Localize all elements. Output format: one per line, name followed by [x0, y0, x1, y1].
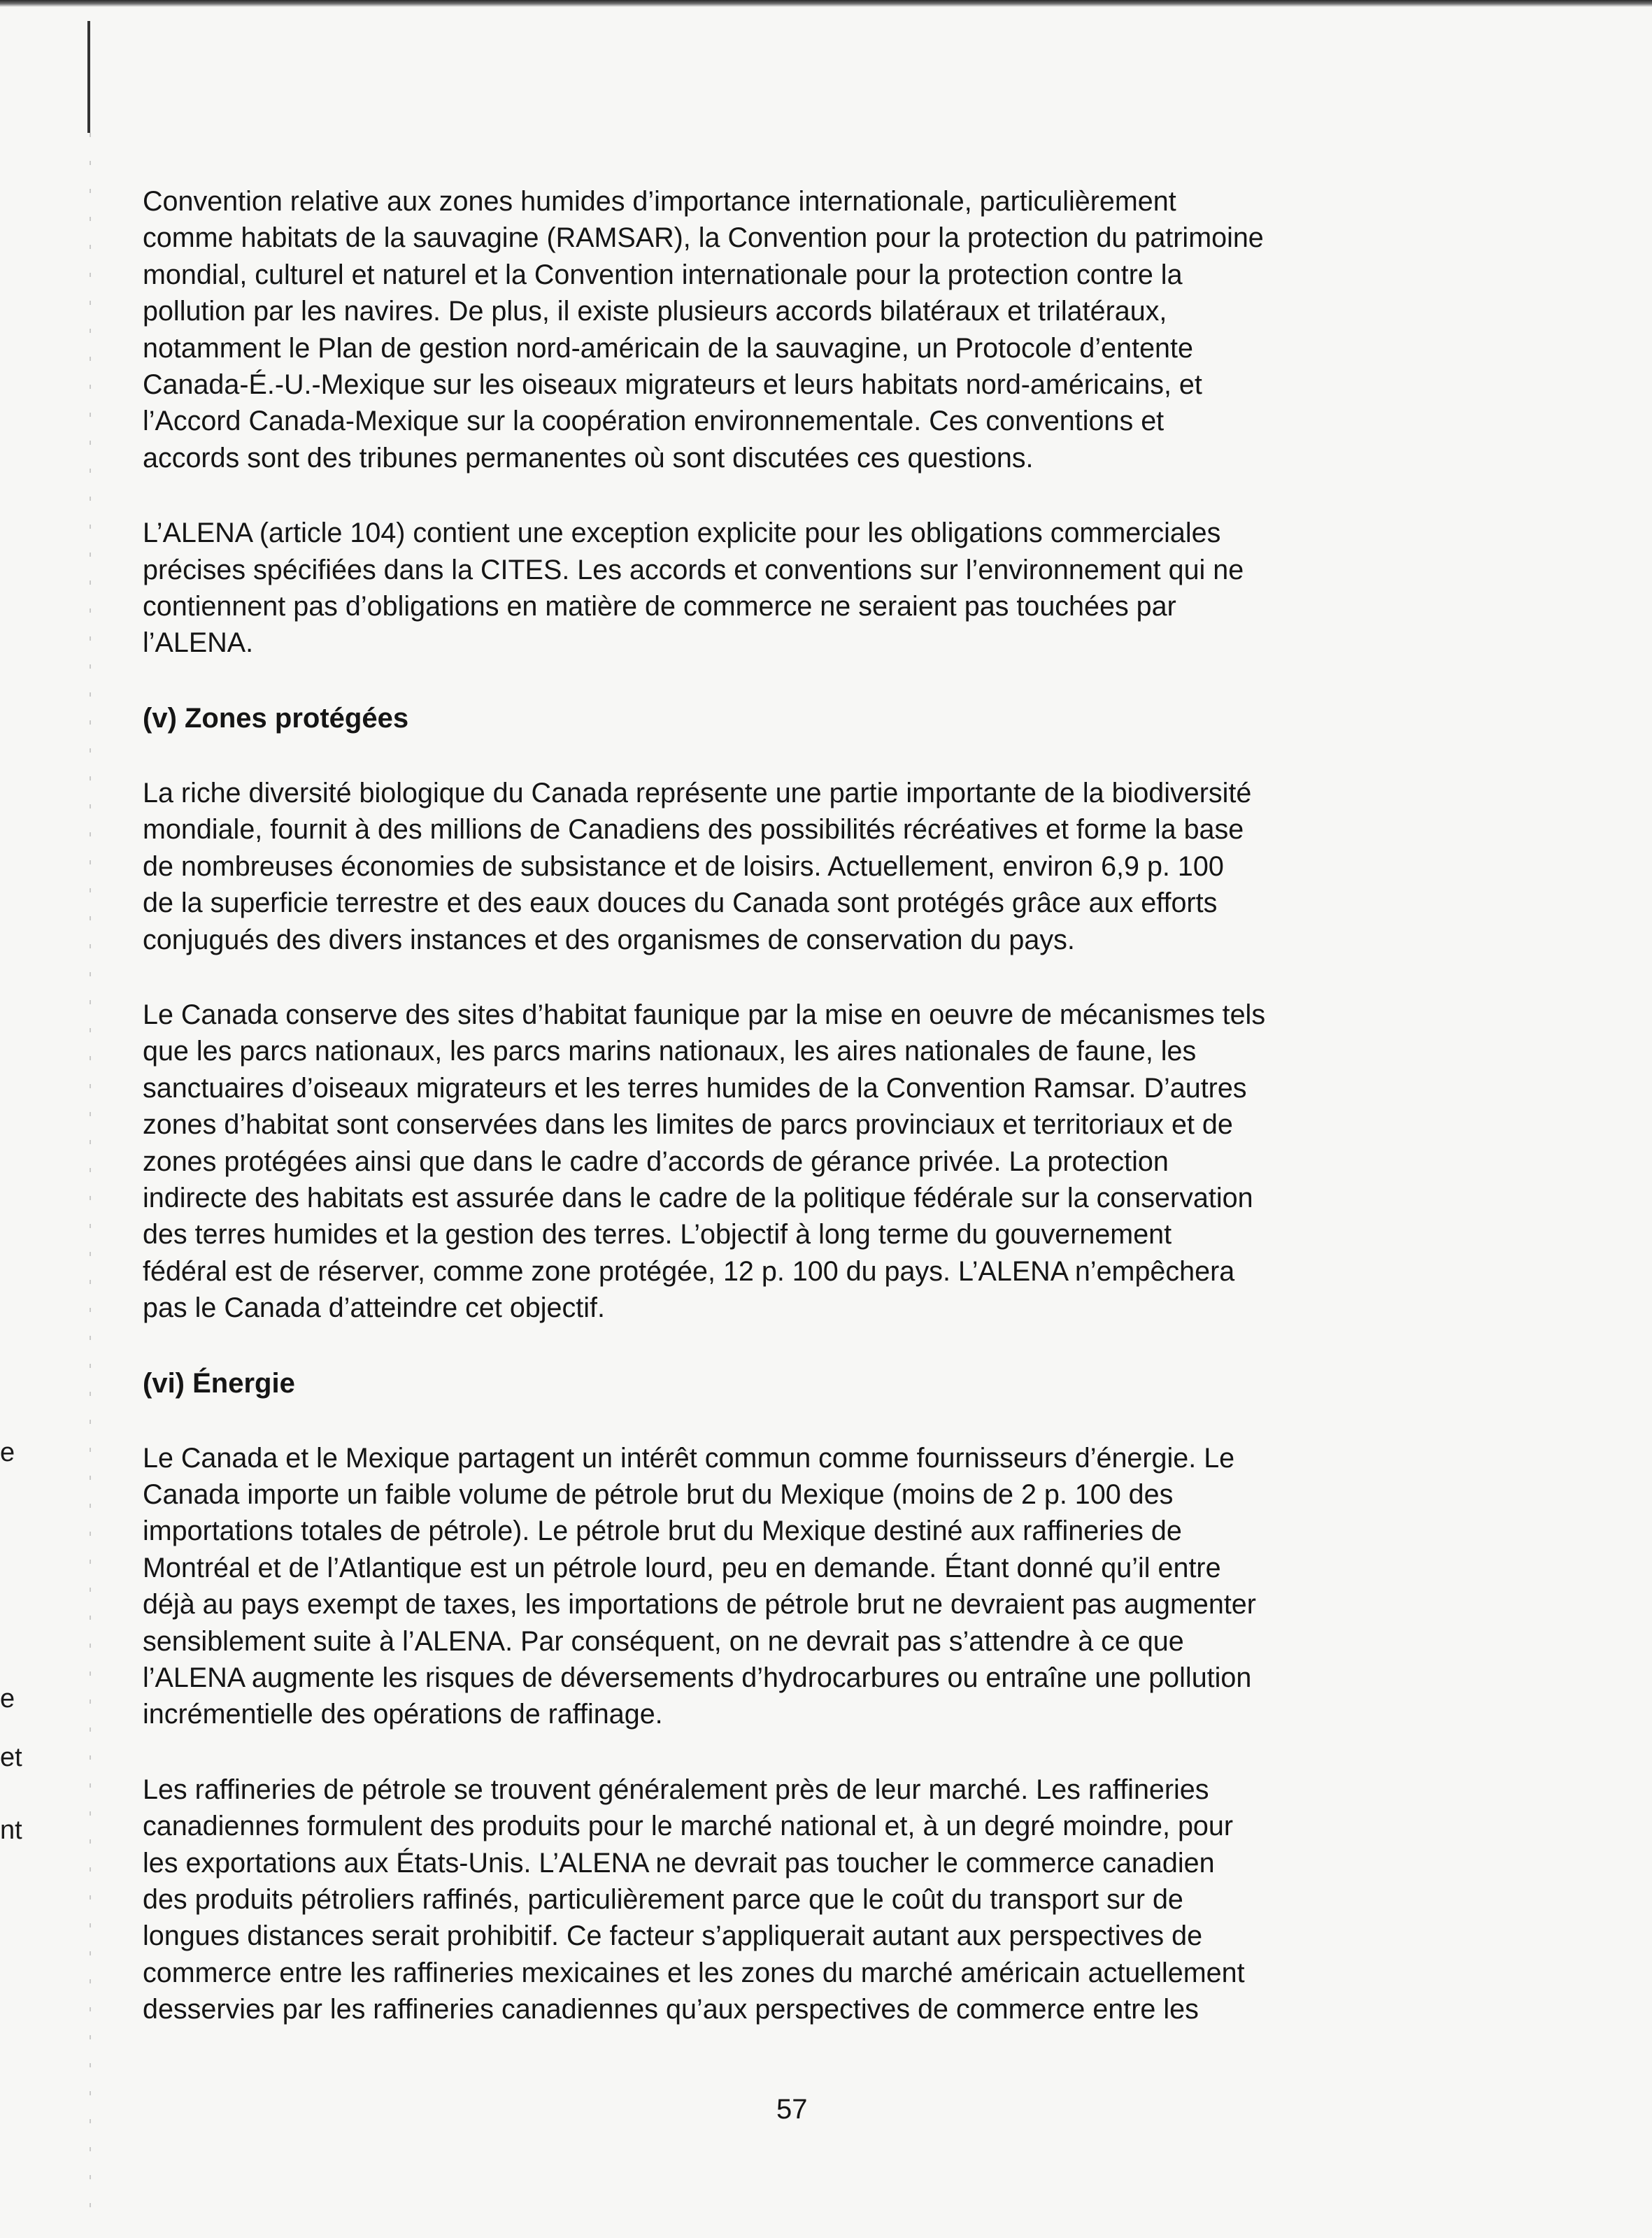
- text-line: Les raffineries de pétrole se trouvent généralement près de leur marché. Les raffineries: [143, 1774, 1209, 1805]
- text-line: de nombreuses économies de subsistance et de loisirs. Actuellement, environ 6,9 p. 100: [143, 850, 1224, 882]
- text-line: Canada importe un faible volume de pétrole brut du Mexique (moins de 2 p. 100 des: [143, 1478, 1174, 1510]
- text-line: sanctuaires d’oiseaux migrateurs et les terres humides de la Convention Ramsar. D’autres: [143, 1072, 1247, 1104]
- text-line: zones protégées ainsi que dans le cadre d’accords de gérance privée. La protection: [143, 1146, 1169, 1177]
- text-line: pas le Canada d’atteindre cet objectif.: [143, 1292, 605, 1324]
- margin-fragment: e: [0, 1438, 15, 1467]
- text-line: l’Accord Canada-Mexique sur la coopération environnementale. Ces conventions et: [143, 406, 1165, 437]
- paragraph-raffineries: [143, 1772, 1479, 2028]
- text-line: mondiale, fournit à des millions de Canadiens des possibilités récréatives et forme la base: [143, 814, 1244, 846]
- text-line: déjà au pays exempt de taxes, les importations de pétrole brut ne devraient pas augmenter: [143, 1589, 1256, 1620]
- text-line: longues distances serait prohibitif. Ce facteur s’appliquerait autant aux perspectives de: [143, 1920, 1203, 1952]
- binding-line: [87, 21, 90, 133]
- text-line: La riche diversité biologique du Canada représente une partie importante de la biodiversité: [143, 777, 1252, 808]
- paragraph-fournisseurs-energie: [143, 1440, 1479, 1733]
- paragraph-conventions: [143, 183, 1479, 476]
- text-line: L’ALENA (article 104) contient une exception explicite pour les obligations commerciales: [143, 518, 1221, 549]
- text-line: comme habitats de la sauvagine (RAMSAR), la Convention pour la protection du patrimoine: [143, 222, 1264, 254]
- section-heading-energie: (vi) Énergie: [143, 1367, 295, 1399]
- text-line: desservies par les raffineries canadiennes qu’aux perspectives de commerce entre les: [143, 1994, 1199, 2025]
- text-line: importations totales de pétrole). Le pétrole brut du Mexique destiné aux raffineries de: [143, 1516, 1182, 1547]
- margin-fragment: nt: [0, 1816, 22, 1845]
- binding-dots: [90, 133, 91, 2231]
- paragraph-habitat-faunique: [143, 997, 1479, 1327]
- text-line: notamment le Plan de gestion nord-américain de la sauvagine, un Protocole d’entente: [143, 332, 1193, 364]
- text-line: pollution par les navires. De plus, il existe plusieurs accords bilatéraux et trilatéraux,: [143, 296, 1167, 327]
- page-number: 57: [776, 2094, 808, 2125]
- text-line: des produits pétroliers raffinés, particulièrement parce que le coût du transport sur de: [143, 1884, 1183, 1916]
- text-line: indirecte des habitats est assurée dans le cadre de la politique fédérale sur la conservation: [143, 1182, 1253, 1213]
- text-line: des terres humides et la gestion des terres. L’objectif à long terme du gouvernement: [143, 1219, 1172, 1250]
- text-line: canadiennes formulent des produits pour le marché national et, à un degré moindre, pour: [143, 1811, 1234, 1842]
- text-line: Canada-É.-U.-Mexique sur les oiseaux migrateurs et leurs habitats nord-américains, et: [143, 369, 1202, 401]
- text-line: les exportations aux États-Unis. L’ALENA ne devrait pas toucher le commerce canadien: [143, 1847, 1215, 1879]
- text-line: conjugués des divers instances et des organismes de conservation du pays.: [143, 924, 1075, 955]
- paragraph-alena-article-104: [143, 515, 1479, 662]
- margin-fragment: et: [0, 1743, 22, 1772]
- document-body: [143, 183, 1479, 2067]
- text-line: contiennent pas d’obligations en matière de commerce ne seraient pas touchées par: [143, 591, 1176, 622]
- margin-fragment: e: [0, 1684, 15, 1713]
- text-line: sensiblement suite à l’ALENA. Par conséquent, on ne devrait pas s’attendre à ce que: [143, 1625, 1184, 1657]
- text-line: de la superficie terrestre et des eaux douces du Canada sont protégés grâce aux efforts: [143, 888, 1218, 919]
- text-line: précises spécifiées dans la CITES. Les accords et conventions sur l’environnement qui ne: [143, 554, 1244, 585]
- text-line: Montréal et de l’Atlantique est un pétrole lourd, peu en demande. Étant donné qu’il entre: [143, 1552, 1221, 1583]
- text-line: incrémentielle des opérations de raffinage.: [143, 1699, 663, 1730]
- text-line: accords sont des tribunes permanentes où sont discutées ces questions.: [143, 442, 1034, 473]
- text-line: l’ALENA.: [143, 627, 254, 659]
- text-line: l’ALENA augmente les risques de déversements d’hydrocarbures ou entraîne une pollution: [143, 1662, 1252, 1693]
- left-margin-fragments: [0, 0, 42, 2238]
- text-line: Le Canada conserve des sites d’habitat faunique par la mise en oeuvre de mécanismes tels: [143, 999, 1266, 1030]
- scan-top-edge: [0, 0, 1652, 7]
- section-heading-zones-protegees: (v) Zones protégées: [143, 702, 409, 734]
- text-line: Convention relative aux zones humides d’importance internationale, particulièrement: [143, 186, 1176, 217]
- text-line: mondial, culturel et naturel et la Convention internationale pour la protection contre la: [143, 259, 1183, 290]
- text-line: fédéral est de réserver, comme zone protégée, 12 p. 100 du pays. L’ALENA n’empêchera: [143, 1255, 1235, 1287]
- text-line: que les parcs nationaux, les parcs marins nationaux, les aires nationales de faune, les: [143, 1036, 1197, 1067]
- text-line: commerce entre les raffineries mexicaines et les zones du marché américain actuellement: [143, 1957, 1245, 1988]
- paragraph-biodiversite: [143, 775, 1479, 958]
- text-line: zones d’habitat sont conservées dans les limites de parcs provinciaux et territoriaux et de: [143, 1109, 1233, 1141]
- text-line: Le Canada et le Mexique partagent un intérêt commun comme fournisseurs d’énergie. Le: [143, 1442, 1235, 1474]
